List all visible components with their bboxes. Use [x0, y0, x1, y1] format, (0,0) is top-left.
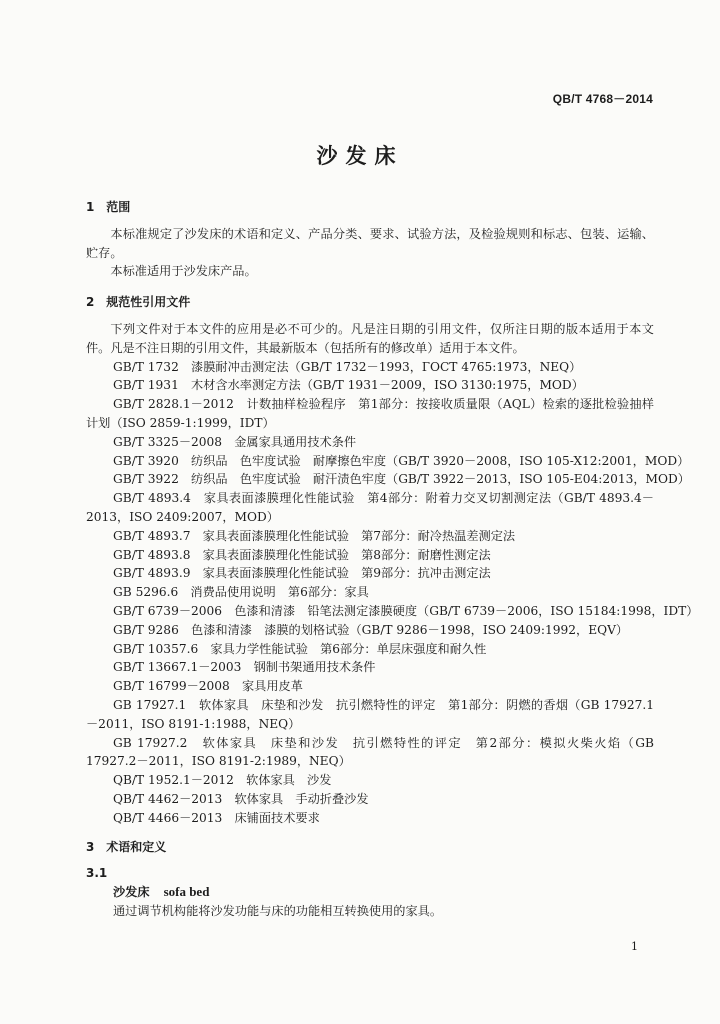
section-heading-terms-definitions: [86, 838, 654, 857]
term-name-en: sofa bed: [163, 884, 210, 900]
section-title: 术语和定义: [106, 839, 167, 854]
section-title: 范围: [106, 200, 131, 214]
section-heading-scope: [86, 198, 654, 217]
section-heading-normative-references: [86, 293, 654, 312]
standard-number: QB/T 4768－2014: [552, 92, 653, 106]
reference-item: GB/T 3325－2008 金属家具通用技术条件: [113, 434, 357, 449]
section-number: 3: [86, 839, 95, 854]
reference-item: GB/T 3920 纺织品 色牢度试验 耐摩擦色牢度（GB/T 3920－2008，ISO 105-X12:2001，MOD）: [113, 453, 690, 468]
document-body: [86, 190, 699, 921]
reference-item: GB/T 1732 漆膜耐冲击测定法（GB/T 1732－1993，ГОСТ 4765:1973，NEQ）: [113, 359, 582, 374]
reference-item: GB/T 4893.8 家具表面漆膜理化性能试验 第8部分：耐磨性测定法: [113, 547, 491, 562]
term-number: 3.1: [86, 866, 108, 881]
reference-item: GB/T 4893.4 家具表面漆膜理化性能试验 第4部分：附着力交叉切割测定法（GB/T 4893.4－2013，ISO 2409:2007，MOD）: [86, 491, 654, 524]
scope-paragraph: 本标准规定了沙发床的术语和定义、产品分类、要求、试验方法，及检验规则和标志、包装、运输、贮存。: [86, 226, 654, 260]
term-definition: 通过调节机构能将沙发功能与床的功能相互转换使用的家具。: [113, 903, 443, 918]
reference-item: GB/T 3922 纺织品 色牢度试验 耐汗渍色牢度（GB/T 3922－2013，ISO 105-E04:2013，MOD）: [113, 472, 690, 487]
page-number: 1: [631, 940, 638, 953]
page-title: 沙发床: [316, 143, 404, 168]
reference-item: GB/T 9286 色漆和清漆 漆膜的划格试验（GB/T 9286－1998，ISO 2409:1992，EQV）: [113, 622, 629, 637]
reference-item: GB/T 4893.7 家具表面漆膜理化性能试验 第7部分：耐冷热温差测定法: [113, 528, 516, 543]
section-number: 2: [86, 295, 95, 310]
section-number: 1: [86, 200, 95, 214]
reference-item: GB 17927.1 软体家具 床垫和沙发 抗引燃特性的评定 第1部分：阴燃的香烟（GB 17927.1－2011，ISO 8191-1:1988，NEQ）: [86, 697, 654, 731]
reference-item: GB/T 16799－2008 家具用皮革: [113, 679, 303, 694]
reference-item: GB/T 1931 木材含水率测定方法（GB/T 1931－2009，ISO 3130:1975，MOD）: [113, 378, 584, 393]
reference-item: QB/T 4462－2013 软体家具 手动折叠沙发: [113, 791, 369, 806]
reference-item: GB 17927.2 软体家具 床垫和沙发 抗引燃特性的评定 第2部分：模拟火柴火焰（GB 17927.2－2011，ISO 8191-2:1989，NEQ）: [86, 735, 654, 769]
reference-item: GB/T 2828.1－2012 计数抽样检验程序 第1部分：按接收质量限（AQL）检索的逐批检验抽样计划（ISO 2859-1:1999，IDT）: [86, 397, 654, 430]
reference-item: QB/T 1952.1－2012 软体家具 沙发: [113, 773, 332, 788]
reference-item: GB/T 6739－2006 色漆和清漆 铅笔法测定漆膜硬度（GB/T 6739－2006，ISO 15184:1998，IDT）: [113, 603, 699, 618]
scope-paragraph: 本标准适用于沙发床产品。: [110, 264, 257, 279]
reference-item: GB/T 13667.1－2003 钢制书架通用技术条件: [113, 660, 376, 675]
reference-item: GB/T 4893.9 家具表面漆膜理化性能试验 第9部分：抗冲击测定法: [113, 566, 491, 581]
references-intro: 下列文件对于本文件的应用是必不可少的。凡是注日期的引用文件，仅所注日期的版本适用于本文件。凡是不注日期的引用文件，其最新版本（包括所有的修改单）适用于本文件。: [86, 321, 654, 355]
reference-item: QB/T 4466－2013 床铺面技术要求: [113, 810, 320, 825]
reference-item: GB/T 10357.6 家具力学性能试验 第6部分：单层床强度和耐久性: [113, 641, 487, 656]
term-name-cn: 沙发床: [113, 885, 150, 900]
reference-item: GB 5296.6 消费品使用说明 第6部分：家具: [113, 585, 369, 600]
term-name: [86, 883, 654, 902]
section-title: 规范性引用文件: [106, 295, 191, 310]
